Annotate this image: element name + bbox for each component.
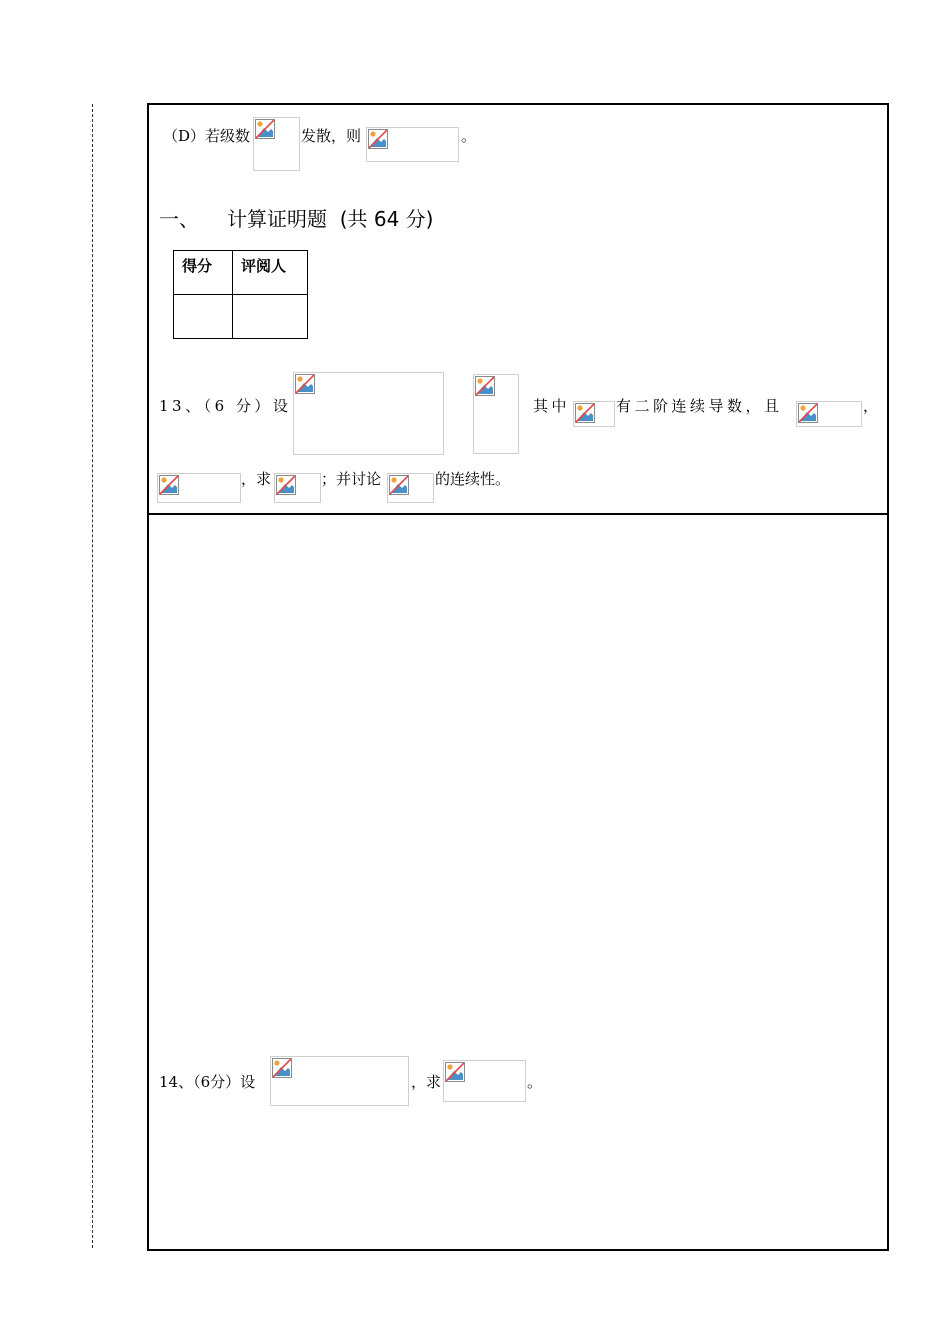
section-divider	[149, 513, 887, 515]
option-d-middle: 发散，则	[301, 127, 362, 145]
formula-image	[573, 401, 615, 427]
q13-text-c: ，求	[241, 470, 272, 488]
formula-image	[796, 401, 862, 427]
broken-image-icon	[255, 119, 275, 139]
broken-image-icon	[276, 475, 296, 495]
formula-image	[443, 1060, 526, 1102]
section-title: 计算证明题	[227, 207, 327, 231]
formula-image	[366, 127, 459, 162]
q13-text-e: 的连续性。	[435, 470, 511, 488]
broken-image-icon	[272, 1058, 292, 1078]
broken-image-icon	[575, 403, 595, 423]
q14-text-a: ，求	[411, 1073, 442, 1091]
reviewer-header: 评阅人	[233, 251, 308, 295]
broken-image-icon	[389, 475, 409, 495]
section-points: (共 64 分)	[339, 207, 434, 231]
formula-image	[274, 473, 321, 503]
formula-image	[293, 372, 444, 455]
formula-image	[270, 1056, 409, 1106]
broken-image-icon	[159, 475, 179, 495]
broken-image-icon	[798, 403, 818, 423]
q13-label: 13、（6 分）设	[159, 397, 292, 415]
q14-label: 14、（6分）设	[159, 1073, 256, 1091]
score-cell[interactable]	[174, 295, 233, 339]
broken-image-icon	[368, 129, 388, 149]
q14-end: 。	[527, 1073, 543, 1091]
exam-answer-frame	[147, 103, 889, 1251]
q13-text-b: 有二阶连续导数，且	[616, 397, 783, 415]
formula-image	[387, 473, 434, 503]
formula-image	[157, 473, 241, 503]
q13-text-a: 其中	[533, 397, 571, 415]
section-heading	[159, 207, 434, 231]
option-d-prefix: （D）若级数	[163, 127, 251, 145]
broken-image-icon	[475, 376, 495, 396]
q13-comma: ，	[863, 397, 879, 415]
broken-image-icon	[295, 374, 315, 394]
section-number: 一、	[159, 207, 199, 231]
q13-text-d: ；并讨论	[321, 470, 382, 488]
score-table	[173, 250, 308, 339]
option-d-end: 。	[461, 127, 477, 145]
binding-line	[92, 104, 93, 1248]
score-header: 得分	[174, 251, 233, 295]
reviewer-cell[interactable]	[233, 295, 308, 339]
broken-image-icon	[445, 1062, 465, 1082]
formula-image	[253, 117, 300, 171]
formula-image	[473, 374, 519, 454]
